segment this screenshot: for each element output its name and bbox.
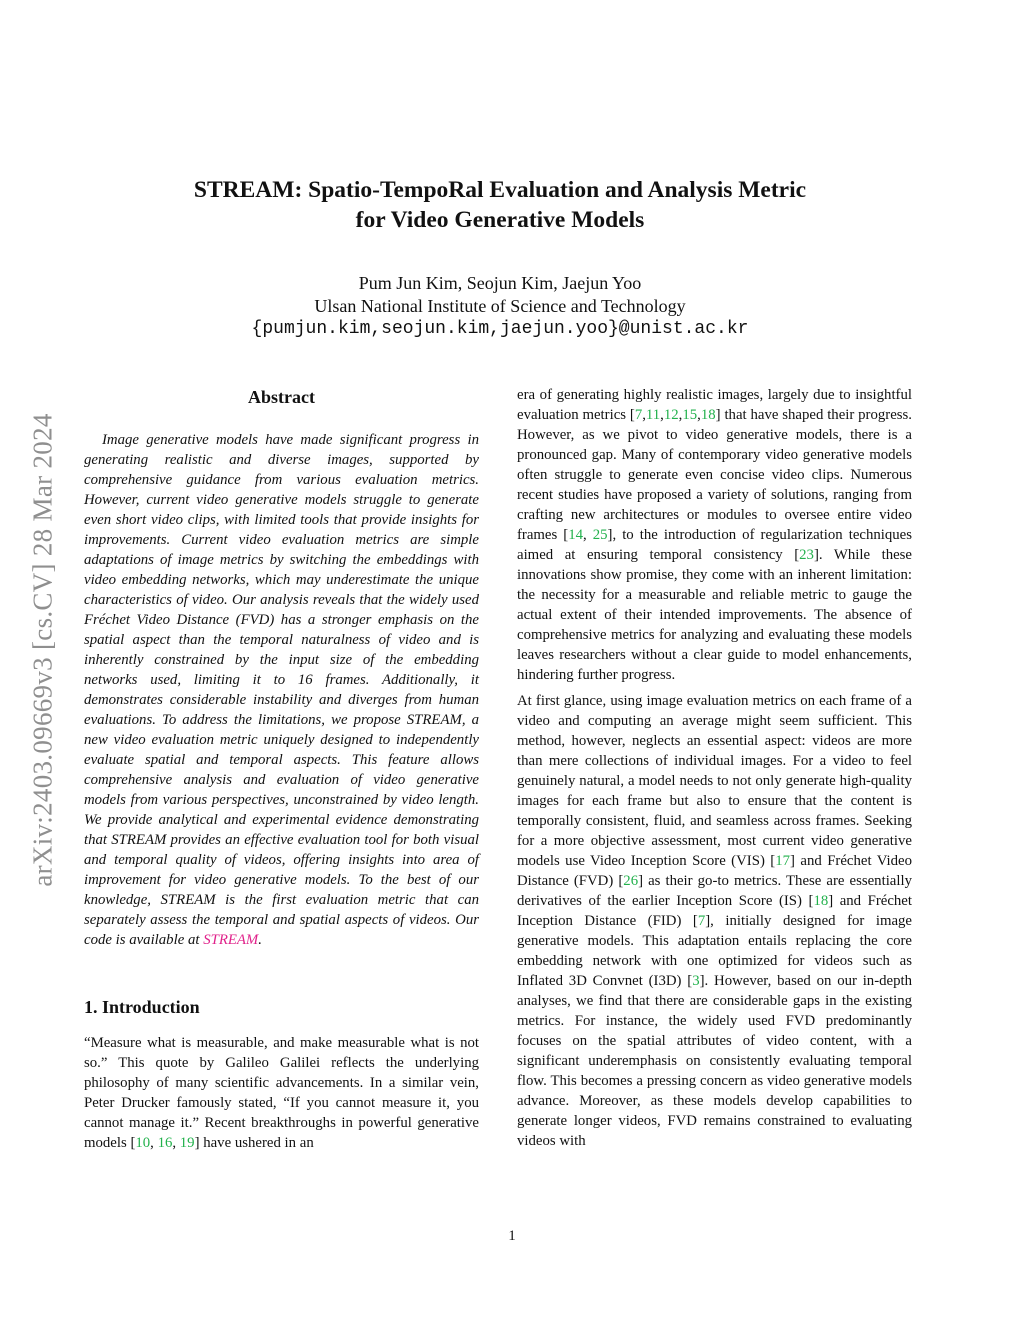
section-heading-introduction: 1. Introduction [84,997,200,1017]
citation-link[interactable]: 10 [135,1135,151,1151]
author-block [120,272,880,341]
text-run: ] as their go-to metrics. These are essentially derivatives of the earlier Inception Score (IS) [ [517,873,912,909]
citation-link[interactable]: 14 [568,527,584,543]
citation-link[interactable]: 18 [700,407,716,423]
text-run: ] and Fréchet Video Distance (FVD) [ [517,853,912,889]
left-column [84,385,479,1153]
citation-link[interactable]: 23 [799,547,814,563]
text-run: , [678,407,683,423]
citation-link[interactable]: 11 [645,407,661,423]
author-names: Pum Jun Kim, Seojun Kim, Jaejun Yoo [358,273,642,293]
text-run: ], initially designed for image generative models. This adaptation entails replacing the core embedding network with one optimized for videos such as Inflated 3D Convnet (I3D) [ [517,913,912,989]
text-run: ], to the introduction of regularization techniques aimed at ensuring temporal consistency [ [517,527,912,563]
abstract-heading: Abstract [248,387,315,407]
text-run: era of generating highly realistic images, largely due to insightful evaluation metrics [ [517,387,912,423]
text-run: “Measure what is measurable, and make measurable what is not so.” This quote by Galileo Galilei reflects the underlying philosophy of many scientific advancements. In a similar vein, Peter Drucker famously stated, “If you cannot measure it, you cannot manage it.” Recent breakthroughs in powerful generative models [ [84,1035,479,1151]
text-run: , [150,1135,158,1151]
citation-link[interactable]: 16 [157,1135,173,1151]
author-affiliation: Ulsan National Institute of Science and Technology [314,296,686,316]
citation-link[interactable]: 7 [634,407,643,423]
citation-link[interactable]: 17 [775,853,791,869]
citation-link[interactable]: 19 [179,1135,195,1151]
title-line-2: for Video Generative Models [355,207,645,233]
text-run: At first glance, using image evaluation metrics on each frame of a video and computing an average might seem sufficient. This method, however, neglects an essential aspect: videos are more than mere collections of individual images. For a video to feel genuinely natural, a model needs to not only generate high-quality images for each frame but also to ensure that the content is temporally consistent, fluid, and seamless across frames. Seeking for a more objective assessment, most current video generative models use Video Inception Score (VIS) [ [517,693,912,869]
page-number: 1 [508,1228,516,1244]
text-run: , [583,527,593,543]
citation-link[interactable]: 3 [692,973,700,989]
text-run: ] that have shaped their progress. However, as we pivot to video generative models, there is a pronounced gap. Many of contemporary video generative models often struggle to generate even concise video clips. Numerous recent studies have proposed a variety of solutions, ranging from crafting new architectures or modules to oversee entire video frames [ [517,407,912,543]
citation-link[interactable]: 26 [623,873,639,889]
arxiv-sidebar [20,350,66,950]
citation-link[interactable]: 25 [592,527,608,543]
abstract-text [84,430,479,950]
text-run: , [172,1135,180,1151]
text-run: ]. While these innovations show promise, they come with an inherent limitation: the necessity for a measurable and reliable metric to gauge the actual extent of their intended improvements. The absence of comprehensive metrics for analyzing and evaluating these models leaves researchers without a clear guide to model enhancements, hindering further progress. [517,547,912,683]
citation-link[interactable]: 7 [697,913,706,929]
text-run: , [697,407,701,423]
text-run: ]. However, based on our in-depth analyses, we find that there are considerable gaps in the existing metrics. For instance, the widely used FVD predominantly focuses on the spatial attributes of video content, with a significant underemphasis on consistently evaluating temporal flow. This becomes a pressing concern as video generative models advance. Moreover, as these models develop capabilities to generate longer videos, FVD remains constrained to evaluating videos with [517,973,913,1149]
citation-link[interactable]: 18 [813,893,829,909]
arxiv-identifier: arXiv:2403.09669v3 [cs.CV] 28 Mar 2024 [27,413,58,887]
text-run: , [642,407,646,423]
text-run: ] and Fréchet Inception Distance (FID) [ [517,893,912,929]
citation-link[interactable]: 12 [663,407,679,423]
intro-paragraph-2 [517,691,912,1151]
citation-link[interactable]: 15 [682,407,698,423]
text-run: , [660,407,664,423]
right-column [517,385,912,1151]
text-run: ] have ushered in an [194,1135,314,1151]
abstract-body: Image generative models have made significant progress in generating realistic and diverse images, supported by comprehensive guidance from various evaluation metrics. However, current video generative models struggle to generate even short video clips, with limited tools that provide insights for improvements. Current video evaluation metrics are simple adaptations of image metrics by switching the embeddings with video embedding networks, which may underestimate the unique characteristics of video. Our analysis reveals that the widely used Fréchet Video Distance (FVD) has a stronger emphasis on the spatial aspect than the temporal naturalness of video and is inherently constrained by the input size of the embedding networks used, limiting it to 16 frames. Additionally, it demonstrates considerable instability and diverges from human evaluations. To address the limitations, we propose STREAM, a new video evaluation metric uniquely designed to independently evaluate spatial and temporal aspects. This feature allows comprehensive analysis and evaluation of video generative models from various perspectives, unconstrained by video length. We provide analytical and experimental evidence demonstrating that STREAM provides an effective evaluation tool for both visual and temporal quality of videos, offering insights into area of improvement for video generative models. To the best of our knowledge, STREAM is the first evaluation metric that can separately assess the temporal and spatial aspects of videos. Our code is available at [84,432,479,948]
intro-paragraph-1 [84,1033,479,1153]
abstract-end: . [258,932,262,948]
code-link[interactable]: STREAM [203,932,259,948]
title-line-1: STREAM: Spatio-TempoRal Evaluation and Analysis Metric [193,177,807,203]
paper-title [120,175,880,235]
author-emails: {pumjun.kim,seojun.kim,jaejun.yoo}@unist.ac.kr [251,319,749,339]
intro-paragraph-1-continued [517,385,912,685]
